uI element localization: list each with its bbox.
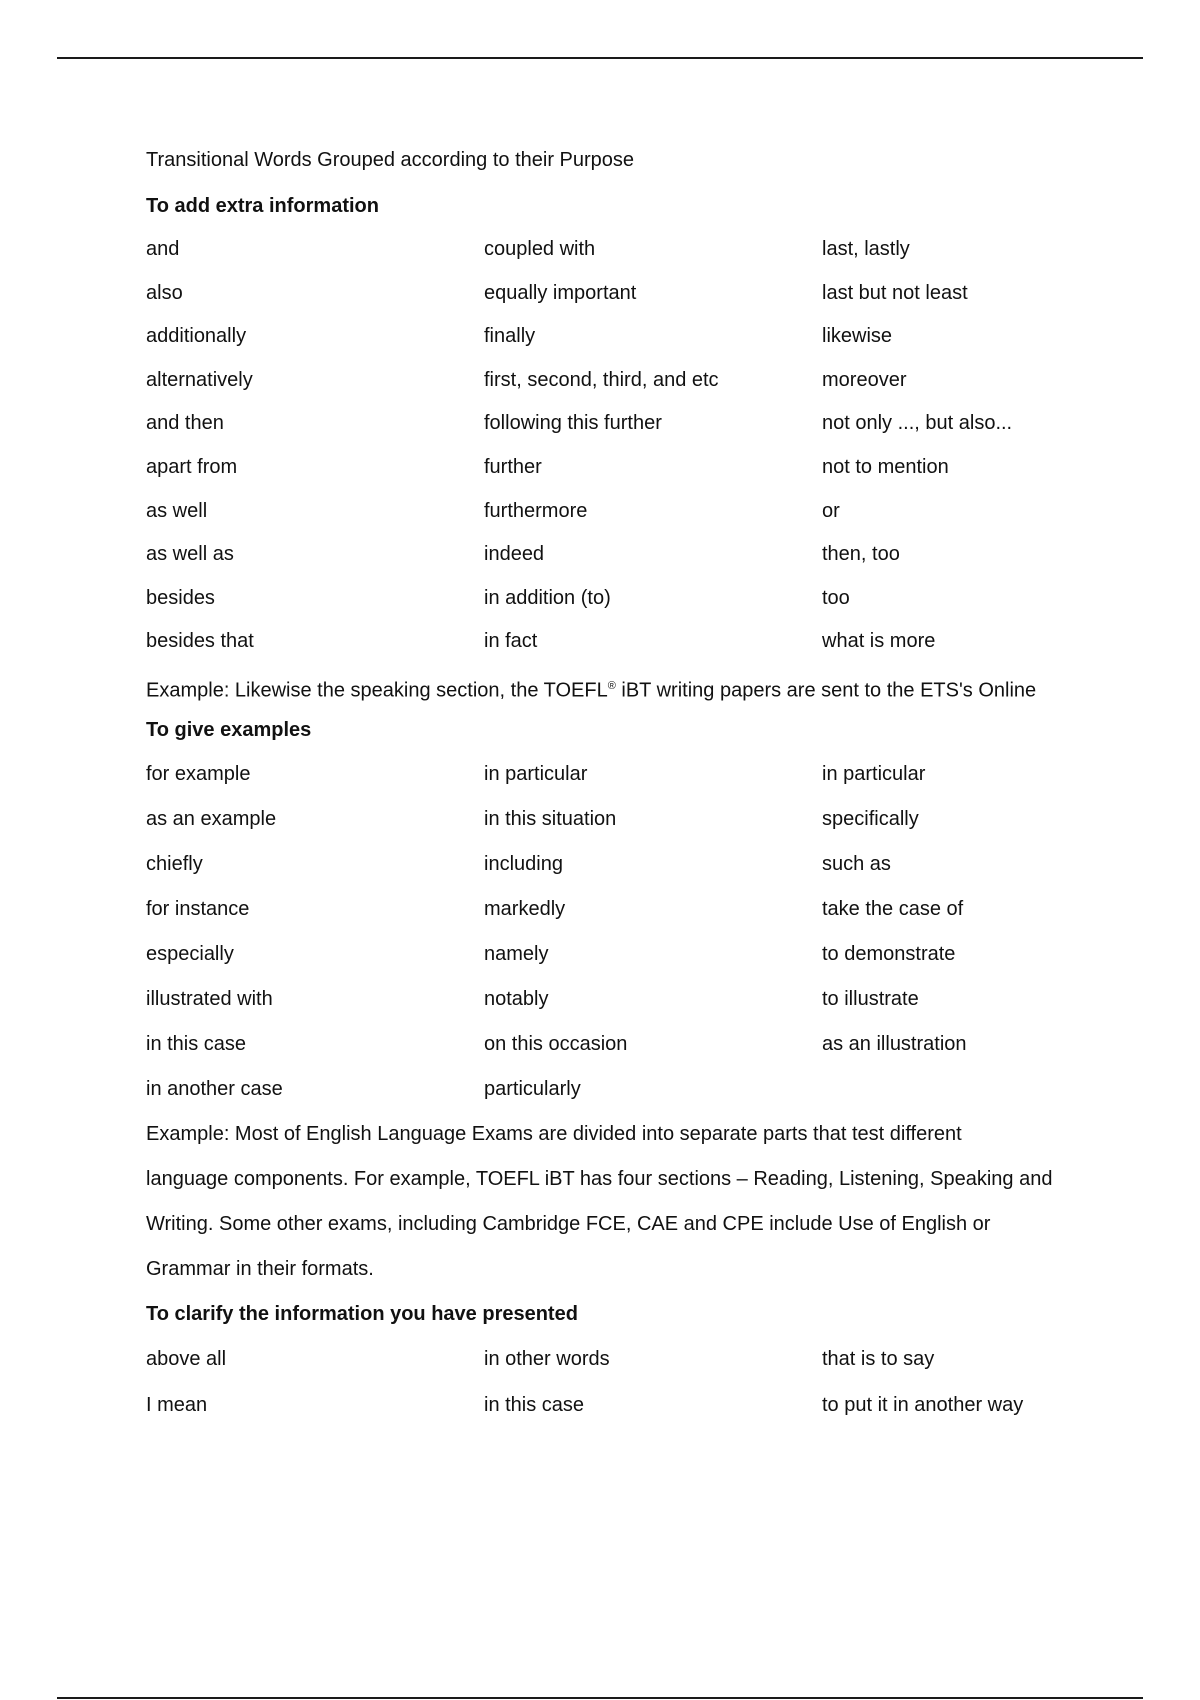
transition-word: and — [146, 238, 180, 260]
transition-word: to put it in another way — [822, 1393, 1024, 1416]
transition-word: equally important — [484, 281, 637, 304]
transition-word: especially — [146, 942, 234, 965]
transition-word: last but not least — [822, 281, 968, 304]
word-grid-examples — [146, 752, 1076, 1112]
transition-word: and then — [146, 412, 224, 435]
section-heading-add-info: To add extra information — [146, 195, 379, 217]
transition-word: apart from — [146, 455, 238, 478]
transition-word: chiefly — [146, 852, 203, 875]
transition-word: coupled with — [484, 238, 596, 260]
transition-word: for instance — [146, 897, 250, 920]
transition-word: that is to say — [822, 1347, 935, 1370]
example-paragraph-line: Writing. Some other exams, including Cambridge FCE, CAE and CPE include Use of English or — [146, 1212, 991, 1235]
transition-word: take the case of — [822, 897, 964, 920]
transition-word: in this case — [146, 1032, 247, 1055]
top-rule — [57, 57, 1143, 59]
transition-word: what is more — [822, 630, 936, 653]
transition-word: moreover — [822, 368, 907, 391]
transition-word: I mean — [146, 1393, 208, 1416]
transition-word: in addition (to) — [484, 586, 611, 609]
example-paragraph-line: Example: Most of English Language Exams are divided into separate parts that test different — [146, 1122, 962, 1145]
transition-word: in fact — [484, 630, 538, 653]
transition-word: in another case — [146, 1077, 283, 1100]
transition-word: as well — [146, 499, 208, 522]
section-heading-clarify: To clarify the information you have presented — [146, 1302, 578, 1325]
transition-word: particularly — [484, 1077, 581, 1100]
transition-word: in particular — [822, 762, 926, 785]
transition-word: to demonstrate — [822, 942, 956, 965]
transition-word: alternatively — [146, 368, 253, 391]
transition-word: additionally — [146, 325, 247, 348]
example-paragraph-line: language components. For example, TOEFL iBT has four sections – Reading, Listening, Speaking and — [146, 1167, 1053, 1190]
transition-word: illustrated with — [146, 987, 273, 1010]
transition-word: too — [822, 586, 850, 609]
transition-word: for example — [146, 762, 251, 785]
transition-word: not only ..., but also... — [822, 412, 1013, 435]
transition-word: not to mention — [822, 455, 949, 478]
example-add-info — [146, 664, 1076, 708]
transition-word: as an illustration — [822, 1032, 967, 1055]
transition-word: as well as — [146, 543, 234, 566]
transition-word: in particular — [484, 762, 588, 785]
document-title: Transitional Words Grouped according to their Purpose — [146, 149, 635, 171]
transition-word: besides that — [146, 630, 254, 653]
transition-word: in this situation — [484, 807, 617, 830]
transition-word: namely — [484, 942, 549, 965]
transition-word: to illustrate — [822, 987, 919, 1010]
transition-word: above all — [146, 1347, 227, 1370]
transition-word: notably — [484, 987, 549, 1010]
transition-word: including — [484, 852, 563, 875]
transition-word: first, second, third, and etc — [484, 368, 719, 391]
transition-word: last, lastly — [822, 238, 910, 260]
example-text: Example: Likewise the speaking section, the TOEFL — [146, 679, 608, 702]
transition-word: following this further — [484, 412, 662, 435]
document-body — [146, 140, 1076, 1428]
transition-word: as an example — [146, 807, 277, 830]
transition-word: furthermore — [484, 499, 588, 522]
word-grid-add-info — [146, 228, 1076, 664]
word-grid-clarify — [146, 1336, 1076, 1428]
bottom-rule — [57, 1697, 1143, 1699]
transition-word: in this case — [484, 1393, 585, 1416]
transition-word: specifically — [822, 807, 919, 830]
transition-word: likewise — [822, 325, 893, 348]
transition-word: such as — [822, 852, 891, 875]
example-paragraph-line: Grammar in their formats. — [146, 1257, 374, 1280]
transition-word: on this occasion — [484, 1032, 628, 1055]
transition-word: in other words — [484, 1347, 610, 1370]
transition-word: then, too — [822, 543, 900, 566]
registered-mark: ® — [607, 679, 616, 692]
transition-word: besides — [146, 586, 215, 609]
transition-word: indeed — [484, 543, 545, 566]
example-paragraph — [146, 1112, 1053, 1292]
transition-word: markedly — [484, 897, 566, 920]
transition-word — [822, 1067, 1076, 1112]
transition-word: also — [146, 281, 183, 304]
section-heading-examples: To give examples — [146, 718, 312, 741]
transition-word: or — [822, 499, 840, 522]
example-text-suffix: iBT writing papers are sent to the ETS's Online — [615, 679, 1037, 702]
transition-word: finally — [484, 325, 536, 348]
transition-word: further — [484, 455, 542, 478]
